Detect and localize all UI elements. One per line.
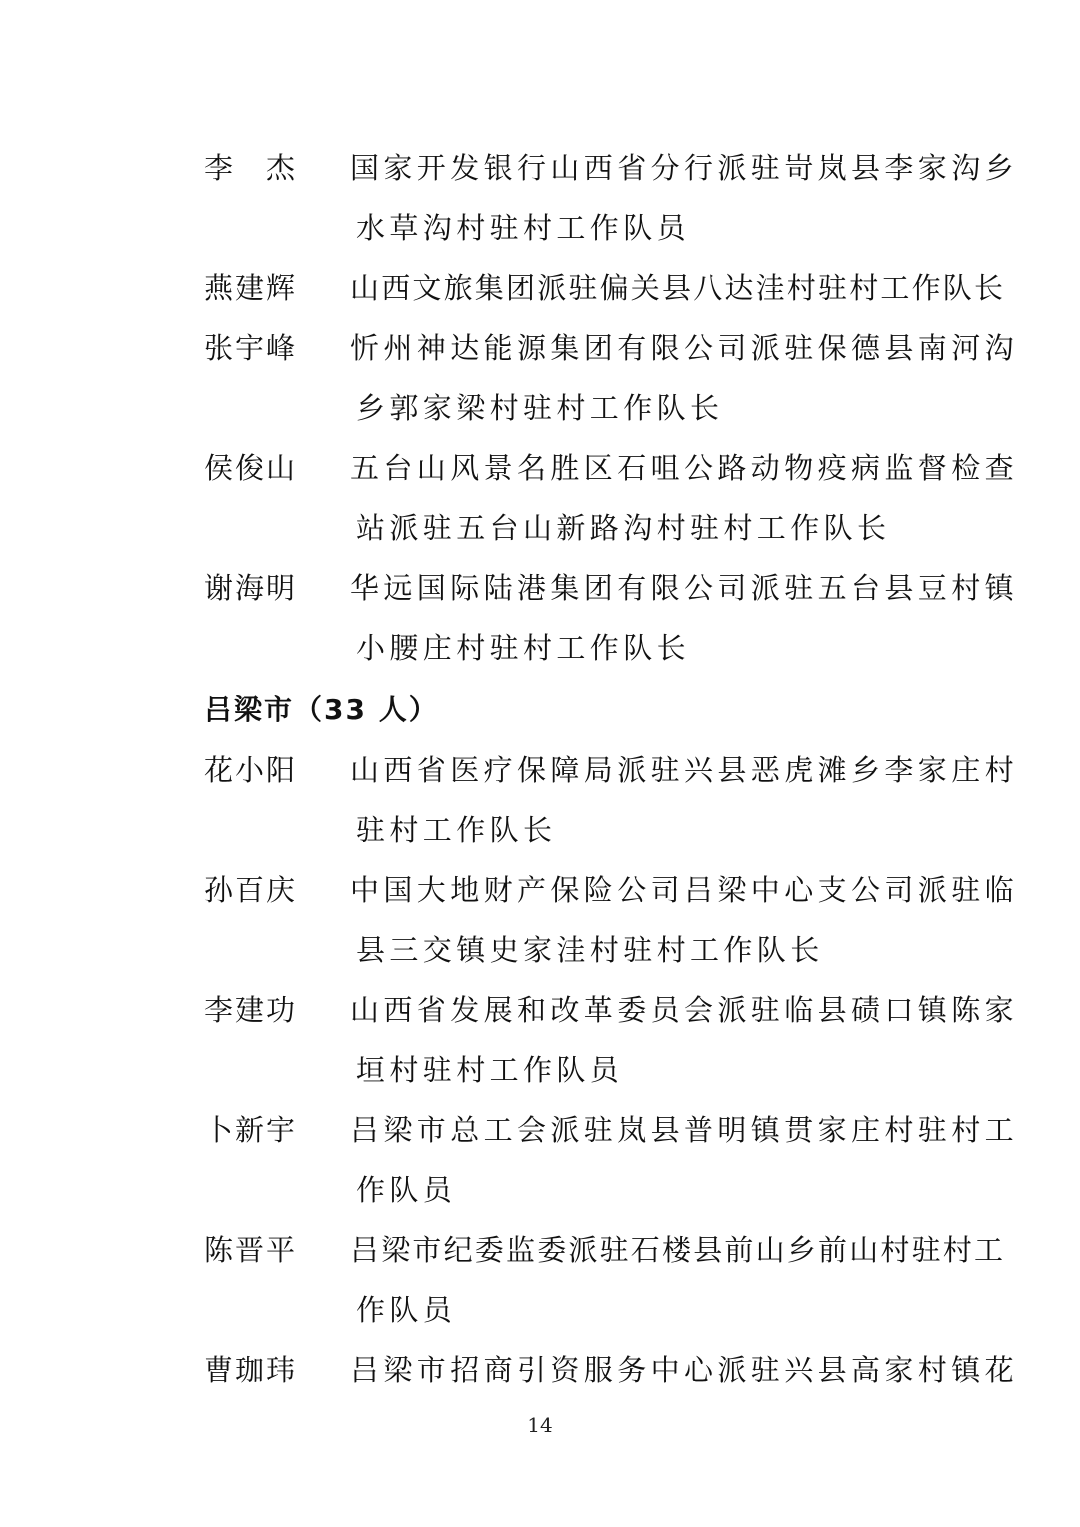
description-line: 吕梁市总工会派驻岚县普明镇贯家庄村驻村工 bbox=[350, 1113, 1019, 1147]
person-name: 李建功 bbox=[204, 993, 298, 1027]
person-description bbox=[350, 138, 1019, 258]
description-line: 小腰庄村驻村工作队长 bbox=[356, 631, 691, 665]
person-description bbox=[350, 980, 1019, 1100]
person-name: 李 杰 bbox=[204, 151, 298, 185]
person-description bbox=[350, 1100, 1019, 1220]
description-line: 作队员 bbox=[356, 1173, 457, 1207]
description-line: 站派驻五台山新路沟村驻村工作队长 bbox=[356, 511, 891, 545]
person-description bbox=[350, 860, 1019, 980]
person-description bbox=[350, 1220, 1006, 1340]
description-line: 垣村驻村工作队员 bbox=[356, 1053, 624, 1087]
description-line: 五台山风景名胜区石咀公路动物疫病监督检查 bbox=[350, 451, 1019, 485]
description-line: 乡郭家梁村驻村工作队长 bbox=[356, 391, 724, 425]
description-line: 吕梁市招商引资服务中心派驻兴县高家村镇花 bbox=[350, 1353, 1019, 1387]
person-description bbox=[350, 1340, 1019, 1400]
description-line: 山西省医疗保障局派驻兴县恶虎滩乡李家庄村 bbox=[350, 753, 1019, 787]
description-line: 华远国际陆港集团有限公司派驻五台县豆村镇 bbox=[350, 571, 1019, 605]
description-line: 作队员 bbox=[356, 1293, 457, 1327]
person-name: 花小阳 bbox=[204, 753, 298, 787]
description-line: 驻村工作队长 bbox=[356, 813, 557, 847]
person-name: 张宇峰 bbox=[204, 331, 298, 365]
person-description bbox=[350, 258, 1006, 318]
description-line: 县三交镇史家洼村驻村工作队长 bbox=[356, 933, 824, 967]
page-number: 14 bbox=[527, 1413, 553, 1437]
person-name: 燕建辉 bbox=[204, 271, 298, 305]
person-description bbox=[350, 558, 1019, 678]
person-description bbox=[350, 740, 1019, 860]
person-description bbox=[350, 318, 1019, 438]
description-line: 山西省发展和改革委员会派驻临县碛口镇陈家 bbox=[350, 993, 1019, 1027]
person-name: 孙百庆 bbox=[204, 873, 298, 907]
person-name: 卜新宇 bbox=[204, 1113, 298, 1147]
description-line: 国家开发银行山西省分行派驻岢岚县李家沟乡 bbox=[350, 151, 1019, 185]
description-line: 吕梁市纪委监委派驻石楼县前山乡前山村驻村工 bbox=[350, 1233, 1006, 1267]
person-name: 谢海明 bbox=[204, 571, 298, 605]
section-heading: 吕梁市（33 人） bbox=[204, 693, 439, 726]
person-name: 陈晋平 bbox=[204, 1233, 298, 1267]
person-name: 曹珈玮 bbox=[204, 1353, 298, 1387]
person-description bbox=[350, 438, 1019, 558]
description-line: 中国大地财产保险公司吕梁中心支公司派驻临 bbox=[350, 873, 1019, 907]
description-line: 忻州神达能源集团有限公司派驻保德县南河沟 bbox=[350, 331, 1019, 365]
description-line: 山西文旅集团派驻偏关县八达洼村驻村工作队长 bbox=[350, 271, 1006, 305]
description-line: 水草沟村驻村工作队员 bbox=[356, 211, 691, 245]
person-name: 侯俊山 bbox=[204, 451, 298, 485]
